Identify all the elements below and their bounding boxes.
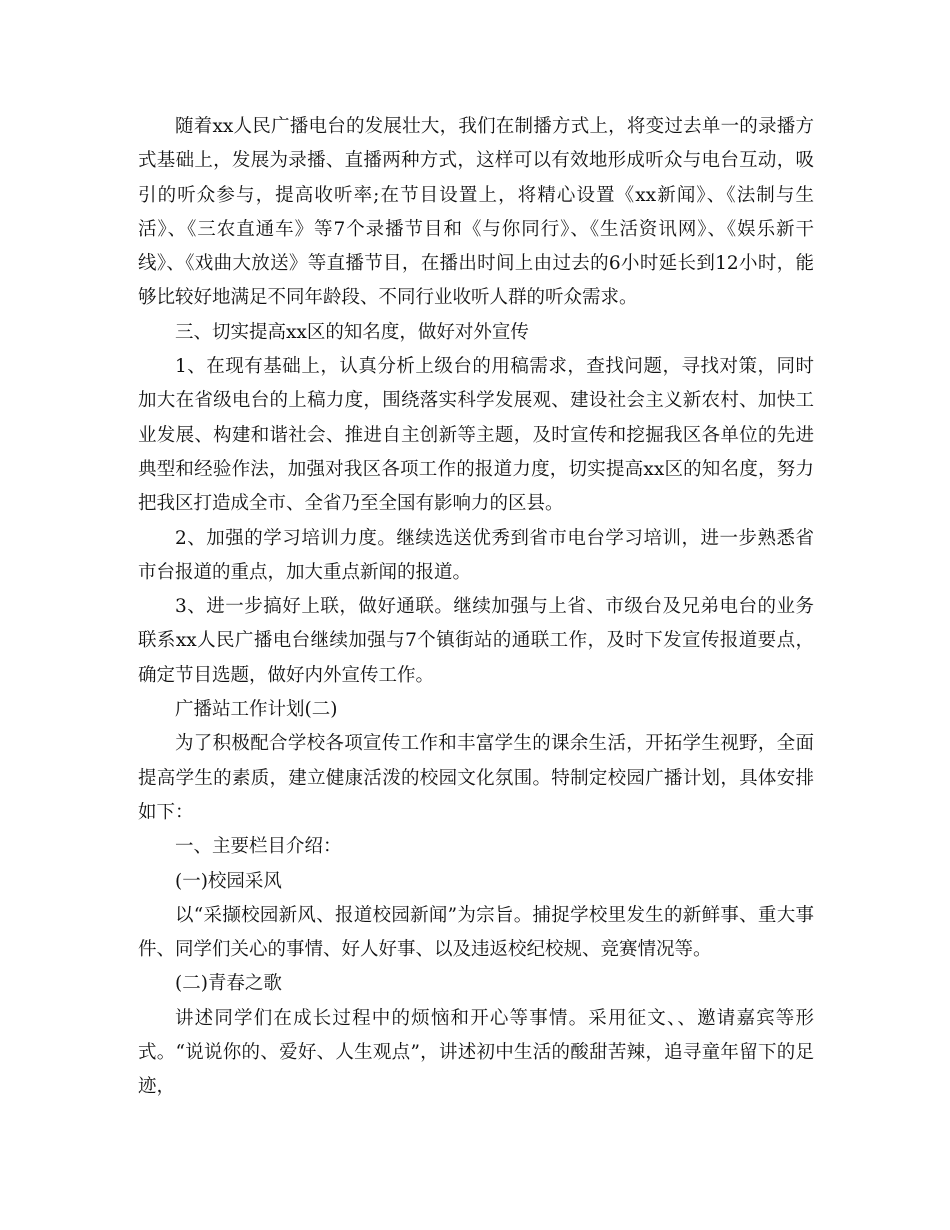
section-heading-one: 一、主要栏目介绍：: [175, 836, 342, 858]
paragraph-broadcast-methods: 随着xx人民广播电台的发展壮大，我们在制播方式上，将变过去单一的录播方式基础上，发展为录播、直播两种方式，这样可以有效地形成听众与电台互动，吸引的听众参与，提高收听率;在节目设置上，将精心设置《xx新闻》、《法制与生活》、《三农直通车》等7个录播节目和《与你同行》、《生活资讯网》、《娱乐新干线》、《戏曲大放送》等直播节目，在播出时间上由过去的6小时延长到12小时，能够比较好地满足不同年龄段、不同行业收听人群的听众需求。: [138, 116, 814, 309]
paragraph-item-3: 3、进一步搞好上联，做好通联。继续加强与上省、市级台及兄弟电台的业务联系xx人民广播电台继续加强与7个镇街站的通联工作，及时下发宣传报道要点，确定节目选题，做好内外宣传工作。: [138, 596, 814, 686]
paragraph-campus: 以“采撷校园新风、报道校园新闻”为宗旨。捕捉学校里发生的新鲜事、重大事件、同学们关心的事情、好人好事、以及违返校纪校规、竞赛情况等。: [138, 904, 814, 961]
section-heading-three: 三、切实提高xx区的知名度，做好对外宣传: [175, 321, 529, 343]
paragraph-item-2: 2、加强的学习培训力度。继续选送优秀到省市电台学习培训，进一步熟悉省市台报道的重点，加大重点新闻的报道。: [138, 527, 814, 583]
document-body: [138, 110, 814, 1105]
paragraph-item-1: 1、在现有基础上，认真分析上级台的用稿需求，查找问题，寻找对策，同时加大在省级电台的上稿力度，围绕落实科学发展观、建设社会主义新农村、加快工业发展、构建和谐社会、推进自主创新等主题，及时宣传和挖掘我区各单位的先进典型和经验作法，加强对我区各项工作的报道力度，切实提高xx区的知名度，努力把我区打造成全市、全省乃至全国有影响力的区县。: [138, 356, 814, 515]
paragraph-youth: 讲述同学们在成长过程中的烦恼和开心等事情。采用征文、、邀请嘉宾等形式。“说说你的、爱好、人生观点”，讲述初中生活的酸甜苦辣，追寻童年留下的足迹，: [138, 1007, 814, 1098]
paragraph-intro: 为了积极配合学校各项宣传工作和丰富学生的课余生活，开拓学生视野，全面提高学生的素质，建立健康活泼的校园文化氛围。特制定校园广播计划，具体安排如下：: [138, 733, 814, 823]
column-heading-campus: (一)校园采风: [175, 870, 282, 892]
plan-title-two: 广播站工作计划(二): [175, 699, 338, 721]
column-heading-youth: (二)青春之歌: [175, 973, 282, 995]
